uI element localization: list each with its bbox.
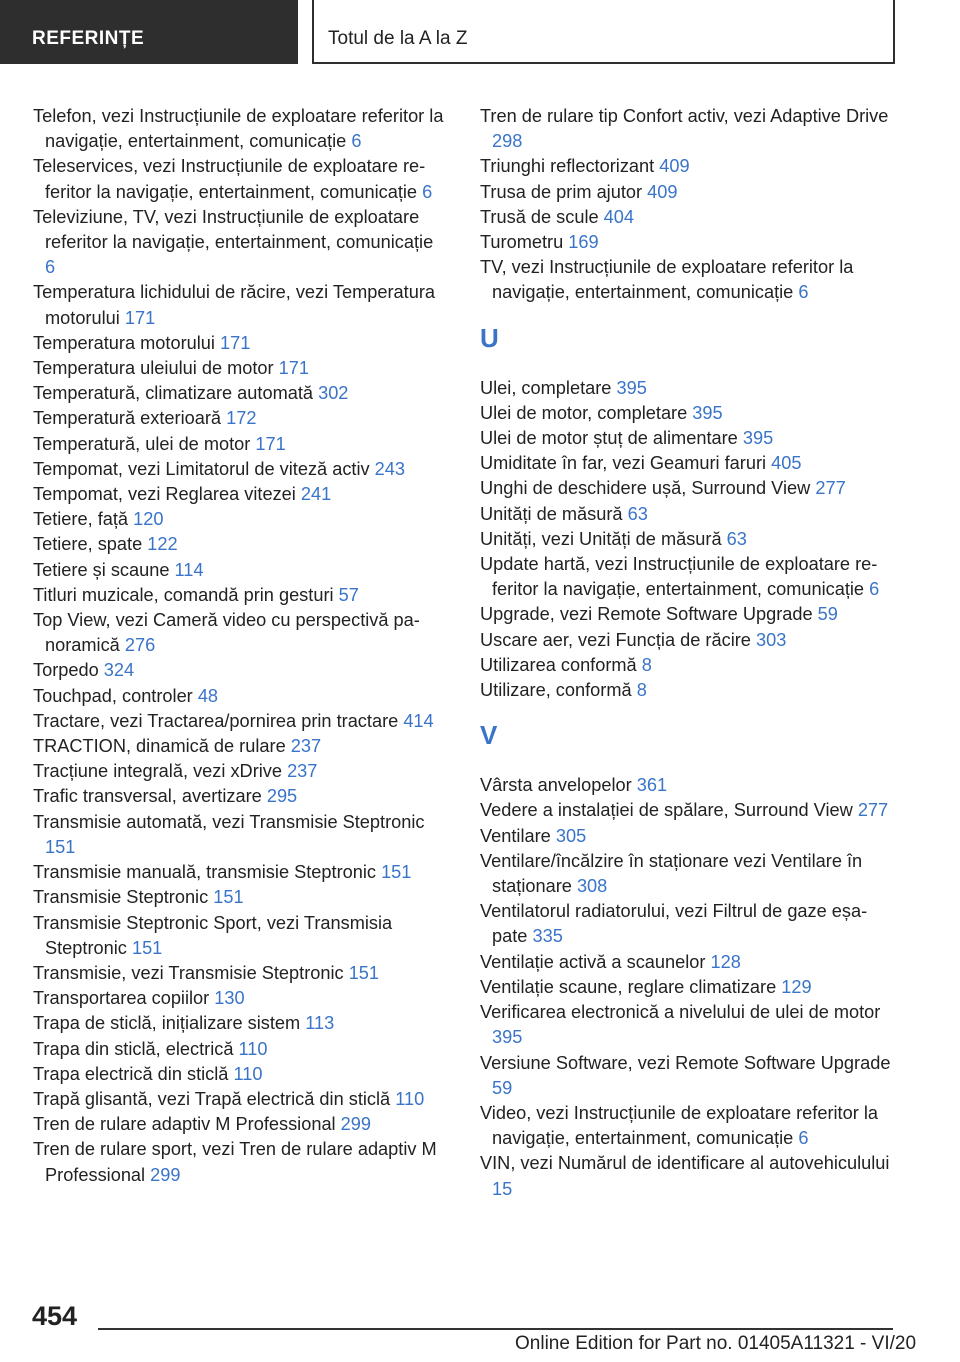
index-entry xyxy=(480,154,895,179)
entry-text: Touchpad, controler xyxy=(33,685,193,706)
page-link[interactable]: 171 xyxy=(220,332,251,353)
index-entry xyxy=(480,773,895,798)
page-link[interactable]: 59 xyxy=(492,1077,513,1098)
index-entry xyxy=(480,104,895,154)
page-link[interactable]: 299 xyxy=(340,1114,372,1135)
page-link[interactable]: 335 xyxy=(532,926,563,947)
entry-text: VIN, vezi Numărul de identificare al autovehiculului xyxy=(480,1153,890,1174)
index-entry xyxy=(33,154,445,204)
entry-text: Unghi de deschidere ușă, Surround View xyxy=(480,478,811,499)
page-link[interactable]: 114 xyxy=(174,559,204,580)
page-link[interactable]: 63 xyxy=(627,503,648,524)
entry-text: Unități, vezi Unități de măsură xyxy=(480,528,722,549)
entry-text: Ventilatorul radiatorului, vezi Filtrul de gaze eșapate xyxy=(480,901,868,947)
index-entry xyxy=(480,628,895,653)
entry-text: Transmisie Steptronic xyxy=(33,887,209,908)
index-entry xyxy=(33,684,445,709)
entry-text: Tren de rulare tip Confort activ, vezi Adaptive Drive xyxy=(480,106,889,126)
page-link[interactable]: 241 xyxy=(300,484,332,505)
entry-text: Transportarea copiilor xyxy=(33,988,210,1009)
entry-text: Utilizare, conformă xyxy=(480,680,632,701)
page-link[interactable]: 295 xyxy=(266,786,298,807)
index-entry xyxy=(33,986,445,1011)
entry-text: Versiune Software, vezi Remote Software Upgrade xyxy=(480,1052,891,1073)
entry-text: Video, vezi Instrucțiunile de exploatare referitor la navigație, entertainment, comunicație xyxy=(480,1102,878,1149)
index-entry xyxy=(480,950,895,975)
index-entry xyxy=(480,255,895,305)
index-entry xyxy=(33,885,445,910)
page-link[interactable]: 6 xyxy=(869,579,880,600)
index-entry xyxy=(480,602,895,627)
page-link[interactable]: 171 xyxy=(124,307,156,328)
entry-text: Upgrade, vezi Remote Software Upgrade xyxy=(480,604,813,625)
index-entry xyxy=(33,1137,445,1187)
entry-text: Tren de rulare adaptiv M Professional xyxy=(33,1114,336,1135)
entry-text: Umiditate în far, vezi Geamuri faruri xyxy=(480,453,767,474)
page-link[interactable]: 237 xyxy=(290,736,322,757)
entry-text: Utilizarea conformă xyxy=(480,654,637,675)
page-link[interactable]: 308 xyxy=(576,876,608,897)
section-tab xyxy=(0,0,298,64)
page-link[interactable]: 110 xyxy=(238,1038,268,1059)
entry-text: Transmisie automată, vezi Transmisie Steptronic xyxy=(33,811,425,832)
index-entry xyxy=(480,824,895,849)
entry-text: Trusă de scule xyxy=(480,206,599,227)
index-entry xyxy=(33,532,445,557)
index-entry xyxy=(33,432,445,457)
page-link[interactable]: 299 xyxy=(150,1164,181,1185)
page-link[interactable]: 151 xyxy=(45,836,76,857)
index-entry xyxy=(33,1112,445,1137)
index-entry xyxy=(480,1151,895,1201)
entry-text: Torpedo xyxy=(33,660,99,681)
page-link[interactable]: 8 xyxy=(636,680,647,701)
index-entry xyxy=(480,798,895,823)
page-number: 454 xyxy=(32,1301,78,1331)
entry-text: Temperatură, ulei de motor xyxy=(33,433,251,454)
page-link[interactable]: 15 xyxy=(492,1178,513,1199)
index-entry xyxy=(480,653,895,678)
index-entry xyxy=(480,376,895,401)
letter-heading-v: V xyxy=(480,720,498,751)
entry-text: Trusa de prim ajutor xyxy=(480,181,643,202)
page-link[interactable]: 8 xyxy=(641,654,652,675)
index-group-t-continued xyxy=(480,104,895,306)
entry-text: Ventilație activă a scaunelor xyxy=(480,951,706,972)
index-entry xyxy=(33,860,445,885)
entry-text: Ventilare/încălzire în staționare vezi Ventilare în staționare xyxy=(480,850,863,897)
index-entry xyxy=(33,608,445,658)
entry-text: Triunghi reflectorizant xyxy=(480,156,655,177)
page-link[interactable]: 130 xyxy=(214,988,245,1009)
page-link[interactable]: 414 xyxy=(403,710,434,731)
index-entry xyxy=(480,230,895,255)
entry-text: Trapă glisantă, vezi Trapă electrică din sticlă xyxy=(33,1088,391,1109)
entry-text: Tren de rulare sport, vezi Tren de rulare adaptiv M Professional xyxy=(33,1139,437,1185)
index-entry xyxy=(33,558,445,583)
index-entry xyxy=(480,1051,895,1101)
index-entry xyxy=(480,1101,895,1151)
entry-text: Tempomat, vezi Limitatorul de viteză activ xyxy=(33,458,370,479)
entry-text: Tetiere, spate xyxy=(33,534,143,555)
index-entry xyxy=(33,734,445,759)
page-link[interactable]: 303 xyxy=(755,629,787,650)
page-link[interactable]: 409 xyxy=(659,156,690,177)
entry-text: Trapa electrică din sticlă xyxy=(33,1063,229,1084)
entry-text: Verificarea electronică a nivelului de ulei de motor xyxy=(480,1002,881,1023)
entry-text: Temperatura lichidului de răcire, vezi Temperatura motorului xyxy=(33,282,435,328)
page-link[interactable]: 298 xyxy=(492,131,523,152)
page-link[interactable]: 302 xyxy=(318,383,349,404)
page-link[interactable]: 6 xyxy=(422,181,433,202)
entry-text: Top View, vezi Cameră video cu perspectivă panoramică xyxy=(33,610,420,656)
entry-text: TV, vezi Instrucțiunile de exploatare referitor la navigație, entertainment, comunicație xyxy=(480,257,854,303)
page-link[interactable]: 395 xyxy=(492,1027,523,1048)
index-entry xyxy=(480,476,895,501)
index-entry xyxy=(480,678,895,703)
index-column-right xyxy=(480,104,895,1202)
index-entry xyxy=(33,205,445,281)
page-link[interactable]: 151 xyxy=(213,887,244,908)
entry-text: Transmisie manuală, transmisie Steptronic xyxy=(33,862,376,883)
index-entry xyxy=(480,426,895,451)
entry-text: Trafic transversal, avertizare xyxy=(33,786,262,807)
index-entry xyxy=(33,1037,445,1062)
index-entry xyxy=(33,356,445,381)
page-link[interactable]: 128 xyxy=(710,951,741,972)
page-link[interactable]: 404 xyxy=(603,206,635,227)
page-link[interactable]: 324 xyxy=(103,660,135,681)
entry-text: Ulei de motor ștuț de alimentare xyxy=(480,428,738,449)
index-entry xyxy=(33,961,445,986)
page-link[interactable]: 243 xyxy=(374,458,406,479)
page-link[interactable]: 6 xyxy=(798,282,809,303)
page-link[interactable]: 172 xyxy=(226,408,257,429)
index-entry xyxy=(480,849,895,899)
index-group-v xyxy=(480,773,895,1201)
entry-text: Update hartă, vezi Instrucțiunile de exploatare referitor la navigație, entertainment, comunicație xyxy=(480,554,878,600)
page-link[interactable]: 171 xyxy=(278,358,310,379)
entry-text: TRACTION, dinamică de rulare xyxy=(33,736,286,757)
index-entry xyxy=(33,709,445,734)
index-entry xyxy=(480,502,895,527)
entry-text: Ventilare xyxy=(480,825,551,846)
index-entry xyxy=(33,784,445,809)
index-entry xyxy=(33,911,445,961)
chapter-title: Totul de la A la Z xyxy=(328,28,468,49)
entry-text: Telefon, vezi Instrucțiunile de exploatare referitor la navigație, entertainment, comunicație xyxy=(33,106,444,152)
index-entry xyxy=(480,451,895,476)
letter-heading-u: U xyxy=(480,322,499,353)
page-link[interactable]: 277 xyxy=(857,800,889,821)
index-entry xyxy=(480,401,895,426)
page-link[interactable]: 171 xyxy=(255,433,286,454)
entry-text: Ventilație scaune, reglare climatizare xyxy=(480,976,777,997)
index-entry xyxy=(480,552,895,602)
chapter-tab xyxy=(312,0,895,64)
entry-text: Vedere a instalației de spălare, Surround View xyxy=(480,800,853,821)
page-link[interactable]: 405 xyxy=(771,453,802,474)
entry-text: Trapa de sticlă, inițializare sistem xyxy=(33,1013,301,1034)
entry-text: Tempomat, vezi Reglarea vitezei xyxy=(33,484,296,505)
index-entry xyxy=(33,381,445,406)
page-link[interactable]: 120 xyxy=(133,509,164,530)
index-entry xyxy=(33,482,445,507)
index-entry xyxy=(33,507,445,532)
page-link[interactable]: 409 xyxy=(647,181,678,202)
page-link[interactable]: 110 xyxy=(233,1063,263,1084)
page-link[interactable]: 129 xyxy=(781,976,812,997)
index-entry xyxy=(480,1000,895,1050)
index-entry xyxy=(480,205,895,230)
page-link[interactable]: 122 xyxy=(147,534,178,555)
entry-text: Tracțiune integrală, vezi xDrive xyxy=(33,761,282,782)
page-link[interactable]: 169 xyxy=(568,232,599,253)
page-link[interactable]: 59 xyxy=(817,604,838,625)
page-link[interactable]: 361 xyxy=(636,775,668,796)
entry-text: Temperatură exterioară xyxy=(33,408,222,429)
page-link[interactable]: 395 xyxy=(742,428,774,449)
page-link[interactable]: 395 xyxy=(616,377,647,398)
entry-text: Temperatură, climatizare automată xyxy=(33,383,314,404)
page-link[interactable]: 113 xyxy=(305,1013,335,1034)
page-link[interactable]: 6 xyxy=(351,131,362,152)
entry-text: Transmisie Steptronic Sport, vezi Transmisia Steptronic xyxy=(33,912,393,958)
page-link[interactable]: 6 xyxy=(45,257,56,278)
index-entry xyxy=(33,1087,445,1112)
index-column-left xyxy=(33,104,445,1188)
index-entry xyxy=(33,331,445,356)
page-link[interactable]: 151 xyxy=(131,937,163,958)
index-entry xyxy=(33,759,445,784)
entry-text: Titluri muzicale, comandă prin gesturi xyxy=(33,584,334,605)
page-link[interactable]: 110 xyxy=(395,1088,425,1109)
entry-text: Vârsta anvelopelor xyxy=(480,775,632,796)
footer-edition: Online Edition for Part no. 01405A11321 - VI/20 xyxy=(515,1333,917,1354)
page-link[interactable]: 48 xyxy=(197,685,219,706)
entry-text: Ulei de motor, completare xyxy=(480,402,688,423)
index-entry xyxy=(33,810,445,860)
footer-rule xyxy=(98,1328,893,1330)
index-entry xyxy=(33,1011,445,1036)
page-link[interactable]: 237 xyxy=(287,761,318,782)
entry-text: Unități de măsură xyxy=(480,503,623,524)
index-entry xyxy=(33,658,445,683)
index-group-u xyxy=(480,376,895,704)
page-link[interactable]: 276 xyxy=(124,635,156,656)
page-link[interactable]: 395 xyxy=(692,402,723,423)
page-link[interactable]: 57 xyxy=(338,584,359,605)
index-entry xyxy=(33,583,445,608)
page-link[interactable]: 277 xyxy=(815,478,846,499)
entry-text: Ulei, completare xyxy=(480,377,612,398)
entry-text: Tetiere și scaune xyxy=(33,559,170,580)
entry-text: Turometru xyxy=(480,232,564,253)
index-entry xyxy=(33,1062,445,1087)
index-entry xyxy=(33,280,445,330)
index-entry xyxy=(480,899,895,949)
page-link[interactable]: 151 xyxy=(348,962,380,983)
entry-text: Tractare, vezi Tractarea/pornirea prin tractare xyxy=(33,710,399,731)
entry-text: Uscare aer, vezi Funcția de răcire xyxy=(480,629,751,650)
entry-text: Temperatura uleiului de motor xyxy=(33,358,274,379)
index-entry xyxy=(480,975,895,1000)
index-entry xyxy=(33,457,445,482)
page-link[interactable]: 305 xyxy=(555,825,587,846)
entry-text: Teleservices, vezi Instrucțiunile de exploatare referitor la navigație, entertainment, comunicație xyxy=(33,156,426,202)
index-entry xyxy=(480,180,895,205)
entry-text: Temperatura motorului xyxy=(33,332,215,353)
section-title: REFERINȚE xyxy=(32,28,145,49)
entry-text: Trapa din sticlă, electrică xyxy=(33,1038,234,1059)
entry-text: Tetiere, față xyxy=(33,509,129,530)
page-link[interactable]: 6 xyxy=(798,1128,809,1149)
page-link[interactable]: 63 xyxy=(726,528,747,549)
index-entry xyxy=(33,406,445,431)
entry-text: Transmisie, vezi Transmisie Steptronic xyxy=(33,962,344,983)
index-entry xyxy=(480,527,895,552)
index-entry xyxy=(33,104,445,154)
page-link[interactable]: 151 xyxy=(381,862,412,883)
entry-text: Televiziune, TV, vezi Instrucțiunile de exploatare referitor la navigație, entertainment, comunicație xyxy=(33,206,434,253)
